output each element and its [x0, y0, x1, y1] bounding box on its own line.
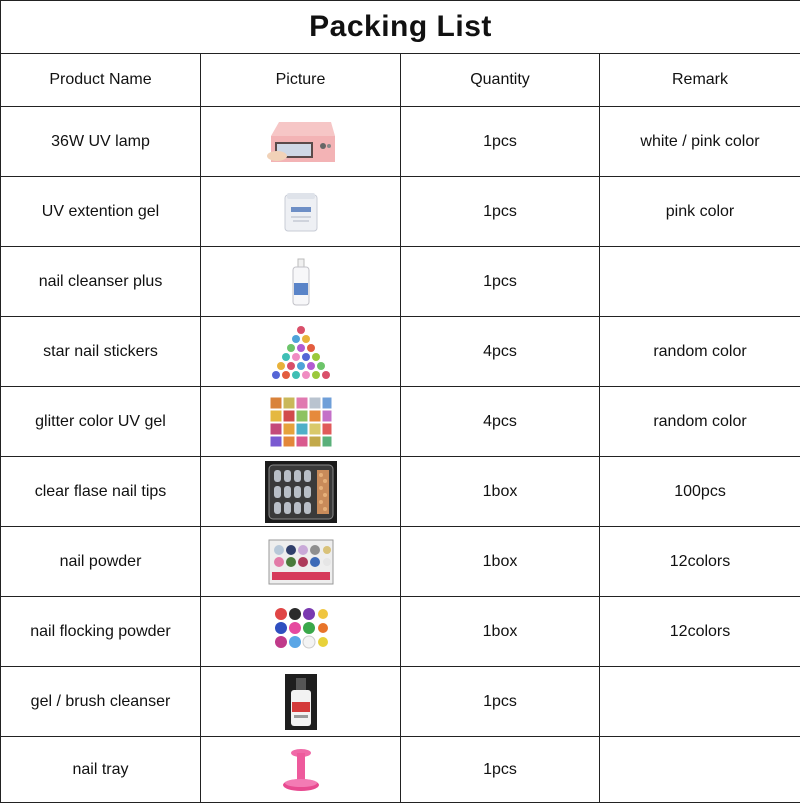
sticker-pyramid-icon [269, 322, 333, 382]
product-name-cell: nail flocking powder [1, 597, 201, 667]
quantity-cell: 4pcs [401, 387, 600, 457]
picture-cell [201, 457, 401, 527]
column-header-quantity: Quantity [401, 54, 600, 107]
remark-cell: pink color [600, 177, 800, 247]
header-row [1, 54, 800, 107]
product-name-cell: clear flase nail tips [1, 457, 201, 527]
product-name-cell: nail tray [1, 737, 201, 803]
product-name-cell: gel / brush cleanser [1, 667, 201, 737]
brush-cleanser-icon [285, 674, 317, 730]
product-name-cell: 36W UV lamp [1, 107, 201, 177]
quantity-cell: 1box [401, 457, 600, 527]
flocking-powder-icon [273, 606, 329, 658]
quantity-cell: 1box [401, 527, 600, 597]
picture-cell [201, 597, 401, 667]
uv-lamp-icon [265, 116, 337, 168]
picture-cell [201, 317, 401, 387]
table-row [1, 527, 800, 597]
product-name-cell: glitter color UV gel [1, 387, 201, 457]
quantity-cell: 1pcs [401, 667, 600, 737]
gel-jar-icon [281, 189, 321, 235]
remark-cell: white / pink color [600, 107, 800, 177]
table-row [1, 667, 800, 737]
table-row [1, 107, 800, 177]
table-row [1, 737, 800, 803]
remark-cell [600, 247, 800, 317]
remark-cell: random color [600, 317, 800, 387]
quantity-cell: 1pcs [401, 737, 600, 803]
picture-cell [201, 247, 401, 317]
table-row [1, 247, 800, 317]
remark-cell: random color [600, 387, 800, 457]
picture-cell [201, 387, 401, 457]
remark-cell: 12colors [600, 597, 800, 667]
picture-cell [201, 107, 401, 177]
quantity-cell: 1pcs [401, 247, 600, 317]
product-name-cell: UV extention gel [1, 177, 201, 247]
quantity-cell: 1box [401, 597, 600, 667]
column-header-product-name: Product Name [1, 54, 201, 107]
picture-cell [201, 737, 401, 803]
picture-cell [201, 667, 401, 737]
column-header-picture: Picture [201, 54, 401, 107]
remark-cell: 12colors [600, 527, 800, 597]
table-row [1, 317, 800, 387]
remark-cell: 100pcs [600, 457, 800, 527]
glitter-gel-icon [268, 395, 334, 449]
remark-cell [600, 667, 800, 737]
table-row [1, 387, 800, 457]
quantity-cell: 4pcs [401, 317, 600, 387]
column-header-remark: Remark [600, 54, 800, 107]
remark-cell [600, 737, 800, 803]
picture-cell [201, 527, 401, 597]
product-name-cell: nail powder [1, 527, 201, 597]
cleanser-bottle-icon [289, 257, 313, 307]
product-name-cell: star nail stickers [1, 317, 201, 387]
nail-tray-icon [281, 747, 321, 793]
nail-tips-box-icon [265, 461, 337, 523]
table-row [1, 597, 800, 667]
nail-powder-icon [268, 539, 334, 585]
quantity-cell: 1pcs [401, 107, 600, 177]
picture-cell [201, 177, 401, 247]
page-title: Packing List [1, 1, 800, 54]
product-name-cell: nail cleanser plus [1, 247, 201, 317]
quantity-cell: 1pcs [401, 177, 600, 247]
table-row [1, 177, 800, 247]
table-row [1, 457, 800, 527]
